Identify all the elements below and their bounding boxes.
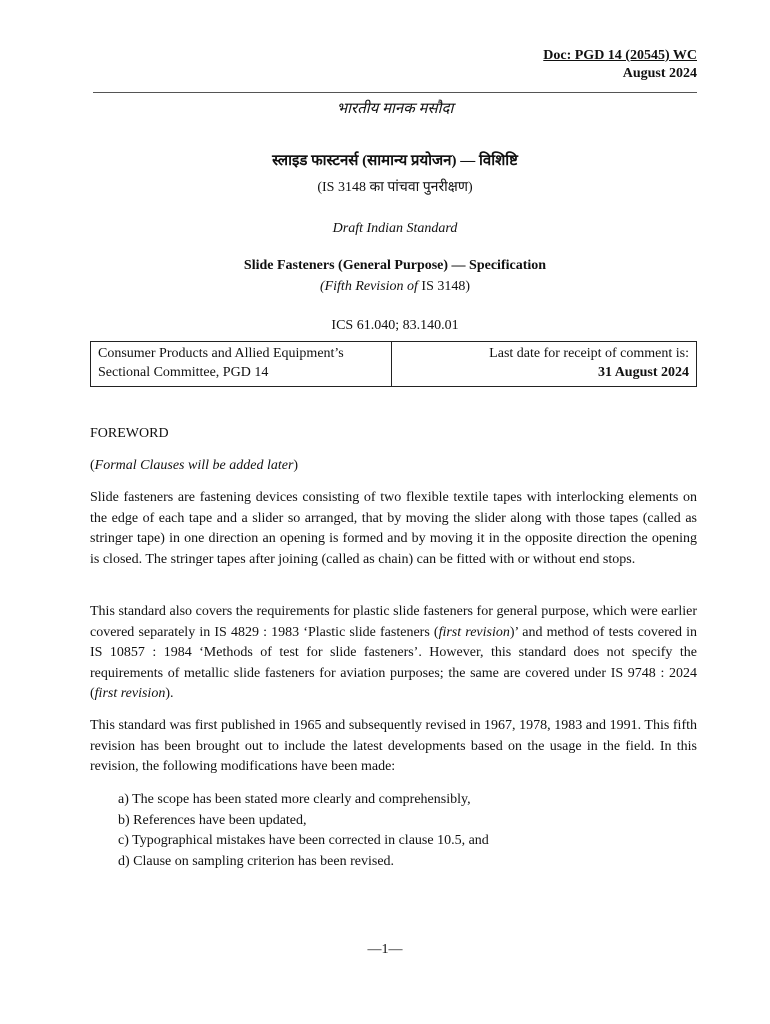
deadline-label: Last date for receipt of comment is:: [489, 346, 689, 361]
deadline-date: 31 August 2024: [597, 365, 689, 380]
paragraph-2: [90, 602, 697, 705]
paragraph-1: Slide fasteners are fastening devices consisting of two flexible textile tapes with interlocking elements on the edge of each tape and a slider so arranged, that by moving the slider along with those tapes (called as stringer tape) in one direction an opening is formed and by moving it in the opposite direction the opening is closed. The stringer tapes after joining (called as chain) can be fitted with or without end stops.: [90, 490, 697, 567]
deadline-cell: [392, 342, 697, 387]
committee-line-1: Consumer Products and Allied Equipment’s: [98, 346, 344, 361]
paren-close: ): [293, 458, 299, 473]
para2-italic-1: first revision: [438, 624, 510, 640]
list-item: a) The scope has been stated more clearly and comprehensibly,: [118, 792, 471, 807]
doc-date: August 2024: [622, 66, 697, 81]
revision-tail: IS 3148): [417, 279, 471, 294]
doc-number: Doc: PGD 14 (20545) WC: [543, 48, 697, 63]
document-header: [543, 47, 697, 83]
modifications-list: [118, 790, 489, 872]
committee-cell: [91, 342, 392, 387]
draft-standard-label: Draft Indian Standard: [332, 221, 458, 236]
ics-codes: ICS 61.040; 83.140.01: [331, 318, 459, 333]
page-number: —1—: [367, 942, 403, 957]
para2-part-a: This standard also covers the requirements for plastic slide fasteners for general purpose, which were earlier covered separately in IS 4829 : 1983 ‘Plastic slide fasteners (: [90, 604, 697, 640]
revision-italic: (Fifth Revision of: [319, 279, 418, 294]
committee-line-2: Sectional Committee, PGD 14: [98, 365, 269, 380]
header-divider: [93, 92, 697, 93]
hindi-title: स्लाइड फास्टनर्स (सामान्य प्रयोजन) — विशिष्टि: [272, 153, 518, 169]
para2-part-c: )’ and method of tests covered in IS 10857 : 1984 ‘Methods of test for slide fasteners’. However, this standard does not specify the requirements of metallic slide fasteners for aviation purposes; the same are covered under IS 9748 : 2024 (: [90, 624, 697, 701]
hindi-draft-label: भारतीय मानक मसौदा: [336, 101, 454, 117]
list-item: c) Typographical mistakes have been corrected in clause 10.5, and: [118, 833, 489, 848]
formal-clauses-text: Formal Clauses will be added later: [94, 458, 294, 473]
paragraph-3: This standard was first published in 1965 and subsequently revised in 1967, 1978, 1983 and 1991. This fifth revision has been brought out to include the latest developments based on the usage in the field. In this revision, the following modifications have been made:: [90, 718, 697, 774]
para2-italic-2: first revision: [94, 686, 166, 701]
standard-title: Slide Fasteners (General Purpose) — Specification: [243, 258, 547, 273]
standard-revision: [93, 279, 697, 295]
list-item: b) References have been updated,: [118, 812, 307, 828]
paren-open: (: [90, 458, 95, 473]
hindi-revision: (IS 3148 का पांचवा पुनरीक्षण): [317, 180, 473, 195]
list-item: d) Clause on sampling criterion has been revised.: [118, 853, 395, 869]
foreword-heading: FOREWORD: [90, 426, 169, 441]
para2-part-e: ).: [165, 686, 174, 701]
formal-clauses-note: [90, 456, 697, 477]
comment-info-table: [90, 341, 697, 387]
